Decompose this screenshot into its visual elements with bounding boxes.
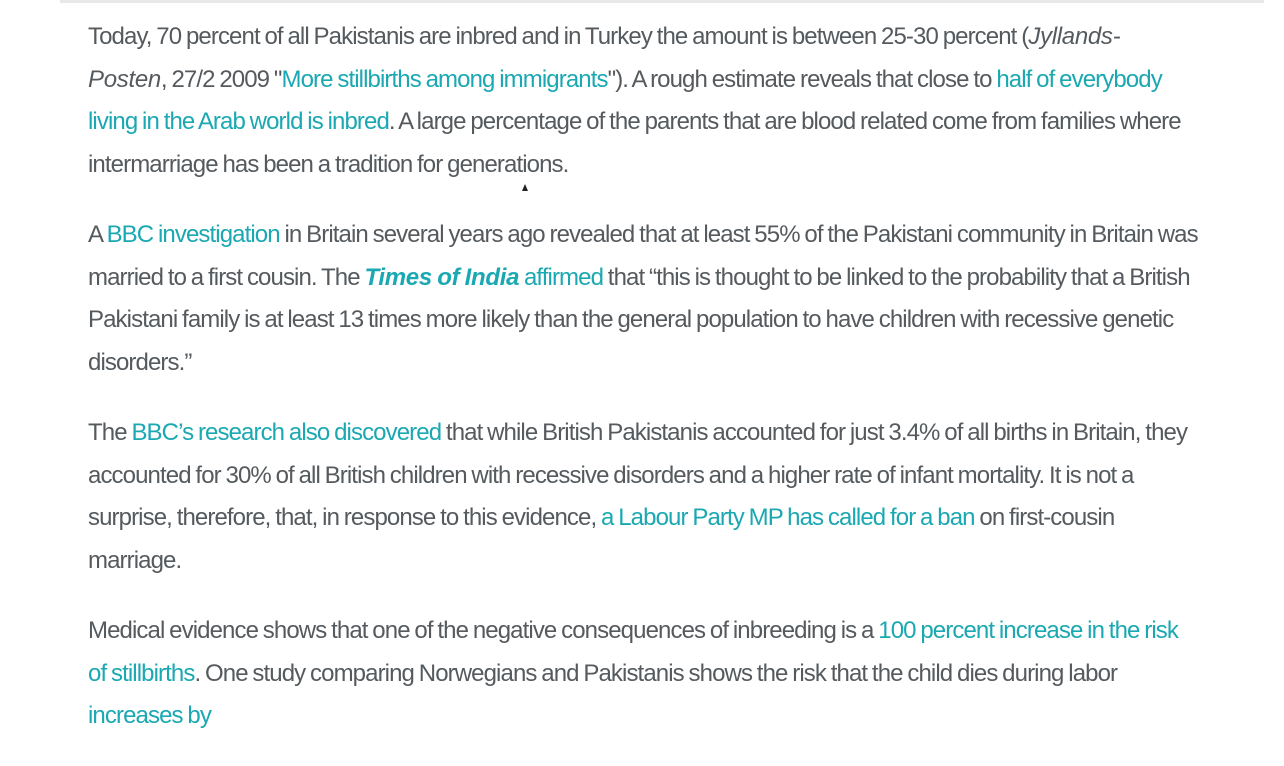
paragraph-text: in Britain several years ago revealed that at least 55% of the Pakistani community in Britain was married to a first cousin. The — [88, 221, 1198, 291]
paragraph-text: "). A rough estimate reveals that close to — [607, 65, 997, 93]
link-labour-mp-ban[interactable]: a Labour Party MP has called for a ban — [601, 504, 975, 531]
link-stillbirth-risk[interactable]: 100 percent increase in the risk of stillbirths — [88, 617, 1178, 687]
link-affirmed[interactable]: affirmed — [523, 263, 604, 291]
paragraph-3 — [88, 412, 1198, 582]
article-body — [88, 16, 1198, 766]
paragraph-text: . One study comparing Norwegians and Pakistanis shows the risk that the child dies during labor — [194, 659, 1118, 687]
paragraph-text: . A large percentage of the parents that are blood related come from families where intermarriage has been a tradition for generations. — [88, 108, 1181, 178]
link-bbc-research[interactable]: BBC’s research also discovered — [131, 419, 442, 446]
link-times-of-india[interactable]: Times of India — [364, 263, 520, 291]
paragraph-text: that while British Pakistanis accounted for just 3.4% of all births in Britain, they accounted for 30% of all British children with recessive disorders and a higher rate of infant mortality. It is not a surprise, therefore, that, in response to this evidence, — [88, 419, 1188, 531]
paragraph-text: , 27/2 2009 " — [160, 65, 282, 93]
paragraph-4 — [88, 610, 1198, 738]
paragraph-1 — [88, 16, 1198, 186]
paragraph-text: A — [88, 221, 107, 248]
mouse-cursor-icon — [522, 184, 528, 191]
link-bbc-investigation[interactable]: BBC investigation — [106, 221, 280, 248]
paragraph-text: that “this is thought to be linked to the probability that a British Pakistani family is at least 13 times more likely than the general population to have children with recessive genetic disorders.” — [88, 263, 1190, 376]
link-increases-by[interactable]: increases by — [88, 702, 211, 729]
paragraph-text: Medical evidence shows that one of the negative consequences of inbreeding is a — [88, 617, 879, 644]
paragraph-text: on first-cousin marriage. — [88, 504, 1115, 574]
paragraph-text: The — [88, 419, 132, 446]
paragraph-text: Today, 70 percent of all Pakistanis are inbred and in Turkey the amount is between 25-30 percent ( — [88, 23, 1029, 50]
source-name: Jyllands-Posten — [88, 23, 1121, 93]
top-divider — [60, 0, 1264, 3]
paragraph-2 — [88, 214, 1198, 384]
link-arab-world-inbred[interactable]: half of everybody living in the Arab world is inbred — [88, 65, 1162, 135]
link-stillbirths-immigrants[interactable]: More stillbirths among immigrants — [281, 65, 608, 93]
